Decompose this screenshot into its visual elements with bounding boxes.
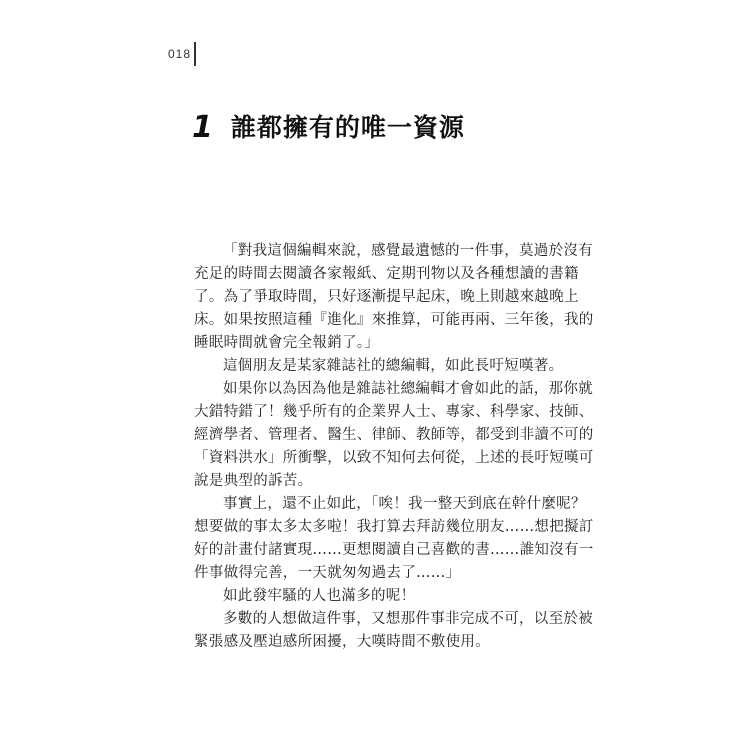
- body-text: [194, 240, 594, 654]
- text-line: 充足的時間去閱讀各家報紙、定期刊物以及各種想讀的書籍: [194, 266, 579, 282]
- text-line: 如果你以為因為他是雜誌社總編輯才會如此的話，那你就: [223, 381, 593, 397]
- text-line: 好的計畫付諸實現……更想閱讀自己喜歡的書……誰知沒有一: [194, 542, 594, 558]
- text-line: 想要做的事太多太多啦！我打算去拜訪幾位朋友……想把擬訂: [194, 519, 594, 535]
- chapter-title: 誰都擁有的唯一資源: [230, 113, 465, 142]
- text-line: 床。如果按照這種『進化』來推算，可能再兩、三年後，我的: [194, 312, 594, 328]
- chapter-heading: [192, 108, 465, 148]
- page-number: 018: [168, 47, 192, 61]
- text-line: 多數的人想做這件事，又想那件事非完成不可，以至於被: [223, 611, 593, 627]
- page-number-divider: [194, 42, 196, 66]
- text-line: 「對我這個編輯來說，感覺最遺憾的一件事，莫過於沒有: [223, 243, 593, 259]
- chapter-number: 1: [192, 110, 213, 145]
- text-line: 睡眠時間就會完全報銷了。」: [194, 335, 380, 351]
- text-line: 說是典型的訴苦。: [194, 473, 313, 489]
- text-line: 這個朋友是某家雜誌社的總編輯，如此長吁短嘆著。: [223, 358, 564, 374]
- text-line: 件事做得完善，一天就匆匆過去了……」: [194, 565, 461, 581]
- text-line: 緊張感及壓迫感所困擾，大嘆時間不敷使用。: [194, 634, 490, 650]
- text-line: 如此發牢騷的人也滿多的呢！: [223, 588, 416, 604]
- text-line: 事實上，還不止如此，「唉！我一整天到底在幹什麼呢？: [223, 496, 586, 512]
- text-line: 大錯特錯了！幾乎所有的企業界人士、專家、科學家、技師、: [194, 404, 594, 420]
- text-line: 了。為了爭取時間，只好逐漸提早起床，晚上則越來越晚上: [194, 289, 579, 305]
- text-line: 經濟學者、管理者、醫生、律師、教師等，都受到非讀不可的: [194, 427, 594, 443]
- text-line: 「資料洪水」所衝擊，以致不知何去何從，上述的長吁短嘆可: [194, 450, 594, 466]
